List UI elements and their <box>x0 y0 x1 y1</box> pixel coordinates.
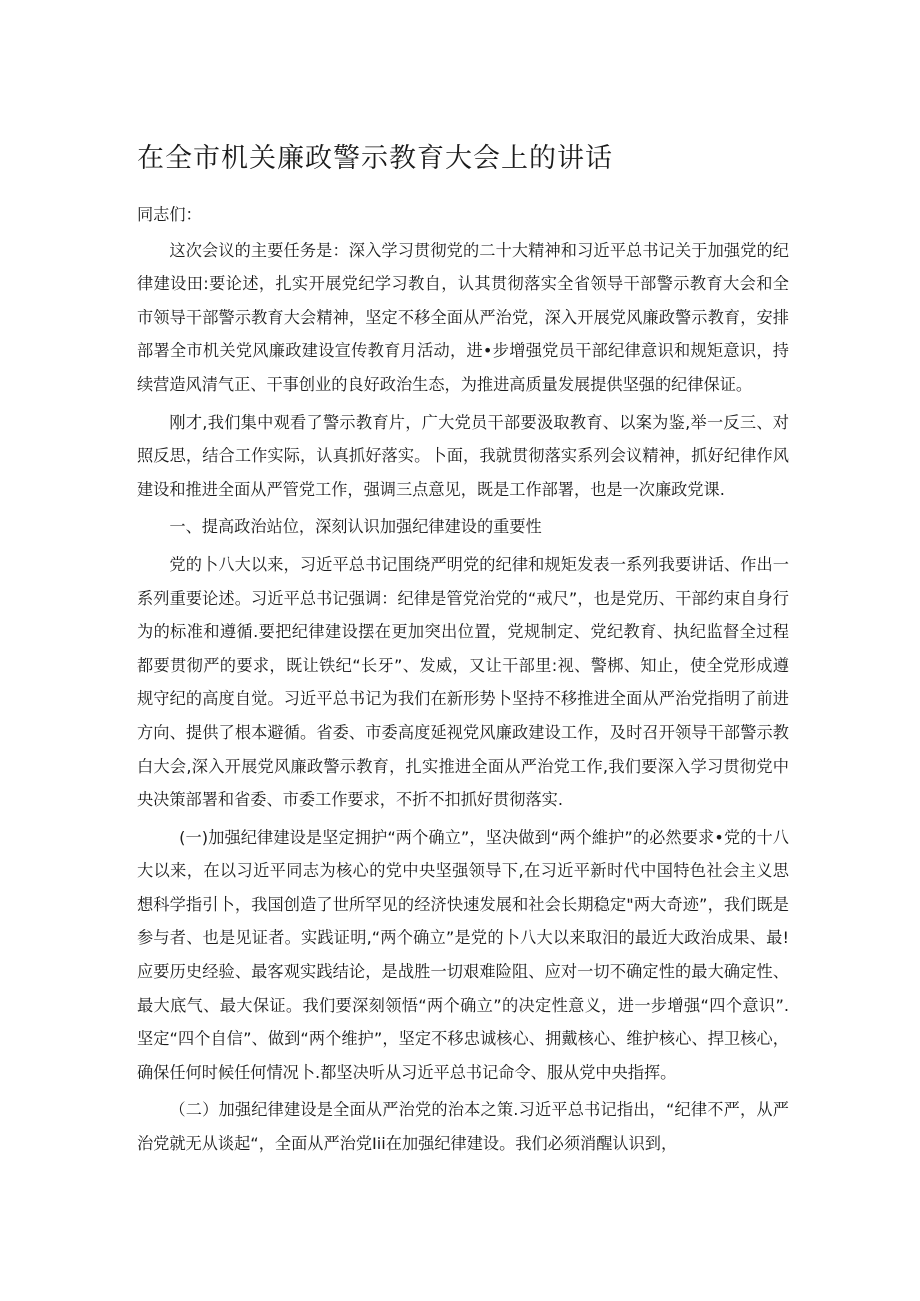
section-heading-1: 一、提高政治站位，深刻认识加强纪律建设的重要性 <box>169 517 542 537</box>
document-title: 在全市机关廉政警示教育大会上的讲话 <box>137 143 613 174</box>
document-body <box>137 198 789 1161</box>
sub-section-2: （二）加强纪律建设是全面从严治党的治本之策.习近平总书记指出，“纪律不严，从严治党就无从谈起“，全面从严治党Iii在加强纪律建设。我们必须消醒认识到， <box>137 1100 789 1154</box>
sub-section-1: (一)加强纪律建设是坚定拥护“两个确立”，坚决做到“两个維护”的必然要求•党的十八大以来，在以习近平同志为核心的党中央坚强领导下,在习近平新时代中国特色社会主义思想科学指引卜，我国创造了世所罕见的经济快速发展和社会长期稳定"两大奇迹”，我们既是参与者、也是见证者。实践证明,“两个确立”是党的卜八大以来取汨的最近大政治成果、最!应要历史经验、最客观实践结论，是战胜一切艰难险阻、应对一切不确定性的最大确定性、最大底气、最大保证。我们要深刻领悟“两个确立”的决定性意义，进一步增强“四个意识”.坚定“四个自信”、做到“两个维护”，坚定不移忠诚核心、拥戴核心、维护核心、捍卫核心，确保任何时候任何情况卜.都坚决听从习近平总书记命令、服从党中央指挥。 <box>137 827 789 1082</box>
salutation: 同志们： <box>137 205 202 224</box>
paragraph-remarks: 刚才,我们集中观看了警示教育片，广大党员干部要汲取教育、以案为鉴,举一反三、对照反思，结合工作实际，认真抓好落实。卜面，我就贯彻落实系列会议精神，抓好纪律作风建设和推进全面从严管党工作，强调三点意见，既是工作部署，也是一次廉政党课. <box>137 412 789 499</box>
section-paragraph-1: 党的卜八大以来，习近平总书记围绕严明党的纪律和规矩发表一系列我要讲话、作出一系列重要论述。习近平总书记强调：纪律是管党治党的“戒尺”，也是党历、干部约束自身行为的标准和遵循.要把纪律建设摆在更加突出位置，党规制定、党纪教育、执纪监督全过程都要贯彻严的要求，既让铁纪“长牙”、发威，又让干部里:视、警梆、知止，使全党形成遵规守纪的高度自觉。习近平总书记为我们在新形势卜坚持不移推进全面从严治党指明了前进方向、提供了根本避循。省委、市委高度延视党风廉政建设工作，及时召开领导干部警示教白大会,深入开展党风廉政警示教育，扎实推进全面从严治党工作,我们要深入学习贯彻党中央决策部署和省委、市委工作要求，不折不扣抓好贯彻落实. <box>137 554 789 810</box>
paragraph-intro: 这次会议的主要任务是：深入学习贯彻党的二十大精神和习近平总书记关于加强党的纪律建设田:要论述，扎实开展党纪学习教自，认其贯彻落实全省领导干部警示教育大会和全市领导干部警示教育大会精神，坚定不移全面从严治党，深入开展党风廉政警示教育，安排部署全市机关党风廉政建设宣传教育月活动，进•步增强党员干部纪律意识和规矩意识，持续营造风清气正、干事创业的良好政治生态，为推进高质量发展提供坚强的纪律保证。 <box>137 240 789 394</box>
